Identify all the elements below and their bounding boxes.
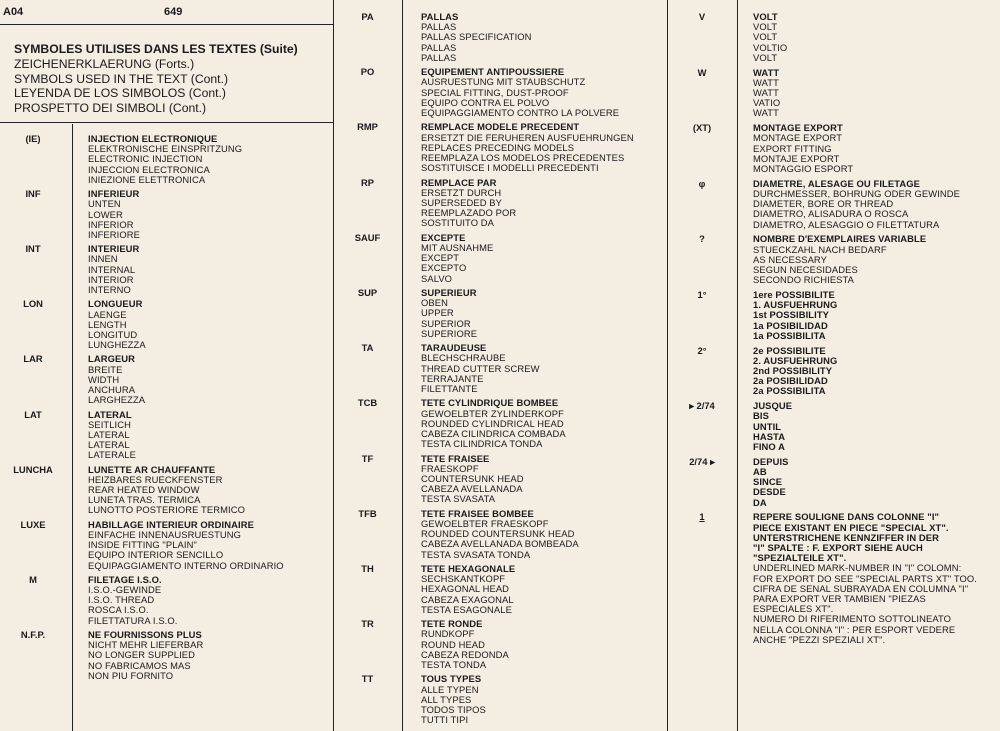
symbol-meaning-translation: NELLA COLONNA "I" : PER ESPORT VEDERE [753, 623, 956, 635]
symbol-meaning-translation: VOLTIO [753, 41, 788, 53]
symbol-meaning-translation: SOSTITUISCE I MODELLI PRECEDENTI [421, 162, 599, 174]
symbol-code: INT [25, 243, 41, 255]
symbol-meaning-translation: UNDERLINED MARK-NUMBER IN "I" COLOMN: [753, 562, 962, 574]
symbol-code: TA [361, 342, 374, 354]
symbol-code: RMP [357, 121, 378, 133]
symbol-meaning-translation: 2. AUSFUEHRUNG [753, 354, 838, 366]
symbol-meaning-fr: 1ere POSSIBILITE [753, 289, 835, 300]
symbol-meaning-translation: SUPERIORE [421, 327, 478, 339]
symbol-meaning-translation: VOLT [753, 31, 778, 43]
symbol-column-2 [333, 0, 667, 731]
symbol-code: LAR [23, 353, 43, 365]
symbol-meaning-translation: LAENGE [88, 308, 127, 320]
symbol-meaning-translation: AUSRUESTUNG MIT STAUBSCHUTZ [421, 76, 586, 88]
symbol-meaning-translation: FILETTANTE [421, 383, 478, 394]
symbol-meaning-translation: TERRAJANTE [421, 372, 484, 384]
symbol-meaning-fr: INTERIEUR [88, 243, 140, 255]
symbol-meaning-translation: TODOS TIPOS [421, 704, 486, 715]
symbol-meaning-translation: ROUNDED COUNTERSUNK HEAD [421, 528, 575, 540]
document-ref: A04 [3, 6, 24, 18]
symbol-meaning-translation: ROUND HEAD [421, 638, 486, 650]
symbol-meaning-fr: HABILLAGE INTERIEUR ORDINAIRE [88, 518, 254, 530]
symbol-meaning-translation: ERSETZT DURCH [421, 186, 502, 198]
symbol-meaning-translation: EQUIPO CONTRA EL POLVO [421, 96, 550, 108]
symbol-meaning-translation: SINCE [753, 476, 783, 488]
symbol-meaning-translation: VATIO [753, 97, 781, 109]
symbol-code: ? [699, 233, 705, 245]
symbol-meaning-fr: SUPERIEUR [421, 287, 477, 298]
symbol-meaning-translation: CABEZA CILINDRICA COMBADA [421, 428, 566, 439]
symbol-meaning-translation: VOLT [753, 51, 778, 63]
symbol-meaning-translation: SPECIAL FITTING, DUST-PROOF [421, 86, 569, 98]
symbol-meaning-translation: BIS [753, 410, 769, 422]
symbol-meaning-translation: ELECTRONIC INJECTION [88, 153, 203, 165]
symbol-meaning-translation: EINFACHE INNENAUSRUESTUNG [88, 528, 242, 540]
symbol-meaning-translation: STUECKZAHL NACH BEDARF [753, 243, 887, 255]
symbol-meaning-translation: ESPECIALES XT". [753, 603, 834, 615]
title-line: SYMBOLS USED IN THE TEXT (Cont.) [14, 71, 229, 86]
symbol-meaning-translation: LATERALE [88, 449, 137, 461]
symbol-meaning-translation: ALLE TYPEN [421, 683, 479, 695]
symbol-meaning-fr: NOMBRE D'EXEMPLAIRES VARIABLE [753, 233, 927, 245]
symbol-meaning-translation: 1a POSSIBILITA [753, 329, 826, 341]
symbol-meaning-translation: SECONDO RICHIESTA [753, 274, 855, 286]
symbol-meaning-translation: TESTA SVASATA [421, 493, 496, 505]
symbol-code: PA [361, 11, 374, 22]
symbol-meaning-translation: INTERNO [88, 284, 131, 295]
symbol-meaning-translation: MIT AUSNAHME [421, 242, 494, 253]
symbol-meaning-fr: TETE HEXAGONALE [421, 563, 516, 574]
symbol-meaning-translation: PARA EXPORT VER TAMBIEN "PIEZAS [753, 593, 926, 605]
symbol-meaning-fr: FILETAGE I.S.O. [88, 573, 162, 585]
symbol-meaning-translation: LUNGHEZZA [88, 339, 146, 351]
symbol-meaning-translation: INTERNAL [88, 263, 136, 275]
symbol-meaning-translation: GEWOELBTER ZYLINDERKOPF [421, 407, 564, 419]
page-number: 649 [164, 6, 183, 18]
symbol-meaning-fr: 2e POSSIBILITE [753, 344, 826, 356]
symbol-code: SAUF [354, 231, 381, 243]
symbol-meaning-fr: TETE FRAISEE [421, 452, 490, 464]
symbol-meaning-translation: 2a POSSIBILITA [753, 385, 826, 397]
symbol-meaning-translation: INTERIOR [88, 273, 134, 285]
symbol-code: V [698, 11, 706, 22]
symbol-meaning-fr: VOLT [753, 11, 778, 22]
symbol-code: LAT [24, 408, 42, 420]
symbol-code: LON [23, 298, 43, 310]
symbol-code: 1° [697, 289, 707, 300]
symbol-meaning-translation: 2a POSIBILIDAD [753, 375, 828, 387]
title-line: LEYENDA DE LOS SIMBOLOS (Cont.) [14, 86, 226, 101]
symbol-meaning-fr: TETE FRAISEE BOMBEE [421, 507, 534, 519]
symbol-code: INF [25, 188, 41, 200]
symbol-meaning-translation: CABEZA AVELLANADA [421, 483, 523, 495]
symbol-meaning-fr: TOUS TYPES [421, 673, 482, 685]
symbol-code: W [697, 66, 707, 78]
symbol-meaning-translation: PALLAS [421, 21, 457, 33]
symbol-meaning-translation: NO FABRICAMOS MAS [88, 659, 191, 671]
symbol-meaning-translation: PALLAS [421, 41, 457, 53]
symbol-meaning-translation: ELEKTRONISCHE EINSPRITZUNG [88, 143, 243, 155]
symbol-code: TT [361, 673, 374, 685]
symbol-meaning-fr: WATT [753, 66, 780, 78]
symbol-meaning-translation: EXPORT FITTING [753, 142, 832, 154]
symbol-meaning-translation: LUNETA TRAS. TERMICA [88, 494, 201, 506]
symbol-meaning-translation: WIDTH [88, 373, 120, 385]
symbol-meaning-translation: 1st POSSIBILITY [753, 309, 829, 321]
title-line: ZEICHENERKLAERUNG (Forts.) [14, 56, 195, 71]
symbol-meaning-translation: AS NECESSARY [753, 253, 827, 265]
symbol-meaning-fr: INFERIEUR [88, 188, 140, 200]
symbol-meaning-translation: SALVO [421, 272, 453, 284]
symbol-code: TH [361, 563, 374, 574]
symbol-code: LUNCHA [13, 463, 53, 475]
symbol-meaning-translation: INNEN [88, 253, 118, 265]
symbol-code: (XT) [692, 122, 712, 134]
symbol-meaning-translation: REAR HEATED WINDOW [88, 484, 200, 495]
symbol-meaning-translation: INFERIOR [88, 218, 134, 230]
symbol-meaning-fr: REMPLACE PAR [421, 176, 497, 188]
symbol-meaning-translation: WATT [753, 76, 779, 88]
symbol-meaning-translation: "SPEZIALTEILE XT". [753, 552, 847, 564]
symbol-meaning-translation: DIAMETRO, ALISADURA O ROSCA [753, 208, 909, 220]
symbol-code: M [29, 573, 37, 585]
symbol-code: SUP [357, 287, 378, 298]
symbol-column-1 [0, 0, 333, 731]
symbol-code: PO [360, 66, 375, 78]
symbol-meaning-translation: DURCHMESSER, BOHRUNG ODER GEWINDE [753, 188, 960, 199]
symbol-meaning-translation: I.S.O.-GEWINDE [88, 584, 162, 595]
symbol-meaning-translation: TUTTI TIPI [421, 714, 469, 726]
symbol-meaning-translation: LOWER [88, 208, 123, 220]
symbol-meaning-translation: 1a POSIBILIDAD [753, 319, 828, 331]
symbol-meaning-fr: DEPUIS [753, 455, 789, 467]
symbol-meaning-translation: SOSTITUITO DA [421, 217, 495, 229]
symbol-meaning-translation: MONTAGGIO ESPORT [753, 163, 854, 174]
symbol-meaning-translation: GEWOELBTER FRAESKOPF [421, 518, 549, 529]
symbol-meaning-translation: SEITLICH [88, 418, 131, 430]
symbol-meaning-translation: FRAESKOPF [421, 462, 479, 474]
symbol-meaning-translation: LENGTH [88, 318, 127, 330]
symbol-meaning-translation: NO LONGER SUPPLIED [88, 649, 196, 661]
symbol-code: TFB [358, 507, 377, 519]
title-line: PROSPETTO DEI SIMBOLI (Cont.) [14, 101, 207, 116]
symbol-meaning-translation: CABEZA EXAGONAL [421, 593, 514, 605]
symbol-meaning-translation: INIEZIONE ELETTRONICA [88, 173, 206, 185]
symbol-meaning-translation: COUNTERSUNK HEAD [421, 473, 524, 484]
symbol-meaning-translation: MONTAJE EXPORT [753, 152, 840, 164]
symbol-code: 2/74 ▸ [689, 455, 715, 467]
symbol-meaning-translation: OBEN [421, 297, 448, 309]
symbol-code: RP [360, 176, 375, 188]
symbol-meaning-translation: BREITE [88, 363, 123, 375]
symbol-meaning-translation: EXCEPTO [421, 262, 467, 274]
symbol-meaning-translation: TESTA ESAGONALE [421, 603, 512, 615]
symbol-meaning-translation: FINO A [753, 441, 786, 452]
symbol-meaning-translation: UPPER [421, 307, 454, 319]
symbol-meaning-fr: TARAUDEUSE [421, 342, 487, 354]
symbol-meaning-translation: DIAMETER, BORE OR THREAD [753, 198, 894, 210]
symbol-meaning-fr: TETE CYLINDRIQUE BOMBEE [421, 397, 559, 409]
symbol-meaning-fr: NE FOURNISSONS PLUS [88, 628, 202, 640]
symbol-meaning-translation: WATT [753, 87, 779, 98]
title-line: SYMBOLES UTILISES DANS LES TEXTES (Suite) [14, 42, 298, 56]
symbol-meaning-translation: TESTA CILINDRICA TONDA [421, 438, 543, 450]
symbol-meaning-translation: BLECHSCHRAUBE [421, 352, 506, 364]
symbol-code: TCB [357, 397, 378, 409]
symbol-meaning-fr: INJECTION ELECTRONIQUE [88, 133, 218, 144]
symbol-meaning-translation: UNTEN [88, 198, 121, 210]
symbol-meaning-translation: LONGITUD [88, 328, 138, 340]
symbol-meaning-translation: CABEZA REDONDA [421, 648, 509, 660]
symbol-meaning-translation: ERSETZT DIE FERUHEREN AUSFUEHRUNGEN [421, 131, 634, 143]
symbol-column-3 [667, 0, 1000, 731]
symbol-meaning-fr: REPERE SOULIGNE DANS COLONNE "I" [753, 511, 940, 523]
symbol-meaning-fr: MONTAGE EXPORT [753, 122, 843, 134]
symbol-meaning-fr: PALLAS [421, 11, 459, 22]
symbol-meaning-fr: LUNETTE AR CHAUFFANTE [88, 463, 216, 475]
symbol-meaning-translation: MONTAGE EXPORT [753, 132, 843, 144]
symbol-code: 2° [697, 344, 707, 356]
symbol-meaning-fr: LATERAL [88, 408, 132, 420]
symbol-meaning-translation: LATERAL [88, 428, 130, 440]
symbol-meaning-translation: INSIDE FITTING "PLAIN" [88, 539, 197, 551]
symbol-meaning-fr: REMPLACE MODELE PRECEDENT [421, 121, 580, 133]
symbol-meaning-translation: ANCHE "PEZZI SPEZIALI XT". [753, 633, 886, 645]
symbol-meaning-translation: ROSCA I.S.O. [88, 604, 149, 616]
symbol-meaning-fr: LONGUEUR [88, 298, 143, 310]
symbol-meaning-translation: EQUIPO INTERIOR SENCILLO [88, 549, 224, 561]
symbol-meaning-translation: SUPERIOR [421, 317, 471, 329]
symbol-meaning-translation: REPLACES PRECEDING MODELS [421, 141, 575, 153]
symbol-meaning-fr: TETE RONDE [421, 618, 483, 630]
symbol-meaning-translation: CABEZA AVELLANADA BOMBEADA [421, 538, 579, 550]
symbol-meaning-translation: CIFRA DE SENAL SUBRAYADA EN COLUMNA "I" [753, 582, 969, 594]
symbol-meaning-translation: AB [753, 466, 767, 477]
symbol-meaning-translation: EXCEPT [421, 252, 460, 264]
symbol-meaning-translation: VOLT [753, 21, 778, 33]
symbol-meaning-translation: UNTERSTRICHENE KENNZIFFER IN DER [753, 531, 940, 543]
symbol-meaning-translation: HEXAGONAL HEAD [421, 583, 510, 595]
symbol-meaning-translation: TESTA TONDA [421, 659, 487, 670]
symbol-meaning-translation: ANCHURA [88, 384, 136, 395]
symbol-meaning-translation: REEMPLAZADO POR [421, 207, 517, 219]
symbol-meaning-translation: EQUIPAGGIAMENTO CONTRO LA POLVERE [421, 107, 620, 118]
symbol-meaning-translation: "I" SPALTE : F. EXPORT SIEHE AUCH [753, 542, 923, 553]
symbol-meaning-translation: REEMPLAZA LOS MODELOS PRECEDENTES [421, 152, 625, 163]
symbol-meaning-translation: NON PIU FORNITO [88, 669, 174, 681]
symbol-meaning-translation: PALLAS SPECIFICATION [421, 31, 532, 43]
symbol-code: TF [361, 452, 374, 464]
symbol-meaning-translation: SEGUN NECESIDADES [753, 264, 858, 275]
symbol-meaning-translation: EQUIPAGGIAMENTO INTERNO ORDINARIO [88, 559, 284, 571]
symbol-meaning-translation: RUNDKOPF [421, 628, 475, 640]
symbol-meaning-translation: 2nd POSSIBILITY [753, 365, 833, 376]
symbol-meaning-translation: LARGHEZZA [88, 394, 146, 406]
symbol-meaning-fr: DIAMETRE, ALESAGE OU FILETAGE [753, 177, 920, 189]
symbol-meaning-translation: 1. AUSFUEHRUNG [753, 299, 838, 311]
symbol-meaning-fr: JUSQUE [753, 400, 793, 412]
symbol-code: φ [698, 177, 706, 189]
symbol-meaning-fr: LARGEUR [88, 353, 136, 365]
symbol-code: LUXE [20, 518, 46, 530]
symbol-meaning-translation: INJECCION ELECTRONICA [88, 163, 210, 175]
symbol-meaning-translation: INFERIORE [88, 228, 140, 240]
symbol-meaning-translation: I.S.O. THREAD [88, 594, 155, 606]
symbol-meaning-translation: LUNOTTO POSTERIORE TERMICO [88, 504, 245, 516]
symbol-meaning-translation: DIAMETRO, ALESAGGIO O FILETTATURA [753, 218, 940, 230]
symbol-meaning-translation: NICHT MEHR LIEFERBAR [88, 639, 204, 651]
symbol-meaning-translation: SECHSKANTKOPF [421, 573, 506, 585]
symbol-meaning-fr: EQUIPEMENT ANTIPOUSSIERE [421, 66, 565, 78]
symbol-meaning-fr: EXCEPTE [421, 231, 466, 243]
symbol-meaning-translation: WATT [753, 107, 779, 119]
symbol-meaning-translation: PALLAS [421, 51, 457, 63]
symbol-code: ▸ 2/74 [689, 400, 715, 412]
symbol-meaning-translation: HASTA [753, 430, 786, 442]
symbol-meaning-translation: THREAD CUTTER SCREW [421, 362, 540, 374]
symbol-meaning-translation: TESTA SVASATA TONDA [421, 548, 531, 560]
symbol-code: 1 [699, 511, 705, 523]
symbol-meaning-translation: DA [753, 496, 767, 508]
symbol-meaning-translation: FOR EXPORT DO SEE "SPECIAL PARTS XT" TOO. [753, 572, 978, 584]
symbol-meaning-translation: LATERAL [88, 439, 130, 451]
symbol-meaning-translation: SUPERSEDED BY [421, 197, 503, 208]
symbol-code: (IE) [25, 133, 41, 144]
symbol-meaning-translation: ALL TYPES [421, 693, 472, 705]
symbol-meaning-translation: UNTIL [753, 420, 782, 432]
symbol-code: N.F.P. [20, 628, 46, 640]
symbol-code: TR [361, 618, 374, 630]
symbol-meaning-translation: DESDE [753, 486, 786, 498]
symbol-meaning-translation: ROUNDED CYLINDRICAL HEAD [421, 417, 564, 429]
symbol-meaning-translation: HEIZBARES RUECKFENSTER [88, 473, 223, 485]
symbol-meaning-translation: FILETTATURA I.S.O. [88, 614, 178, 626]
symbol-meaning-translation: PIECE EXISTANT EN PIECE "SPECIAL XT". [753, 521, 949, 533]
symbol-meaning-translation: NUMERO DI RIFERIMENTO SOTTOLINEATO [753, 613, 952, 625]
